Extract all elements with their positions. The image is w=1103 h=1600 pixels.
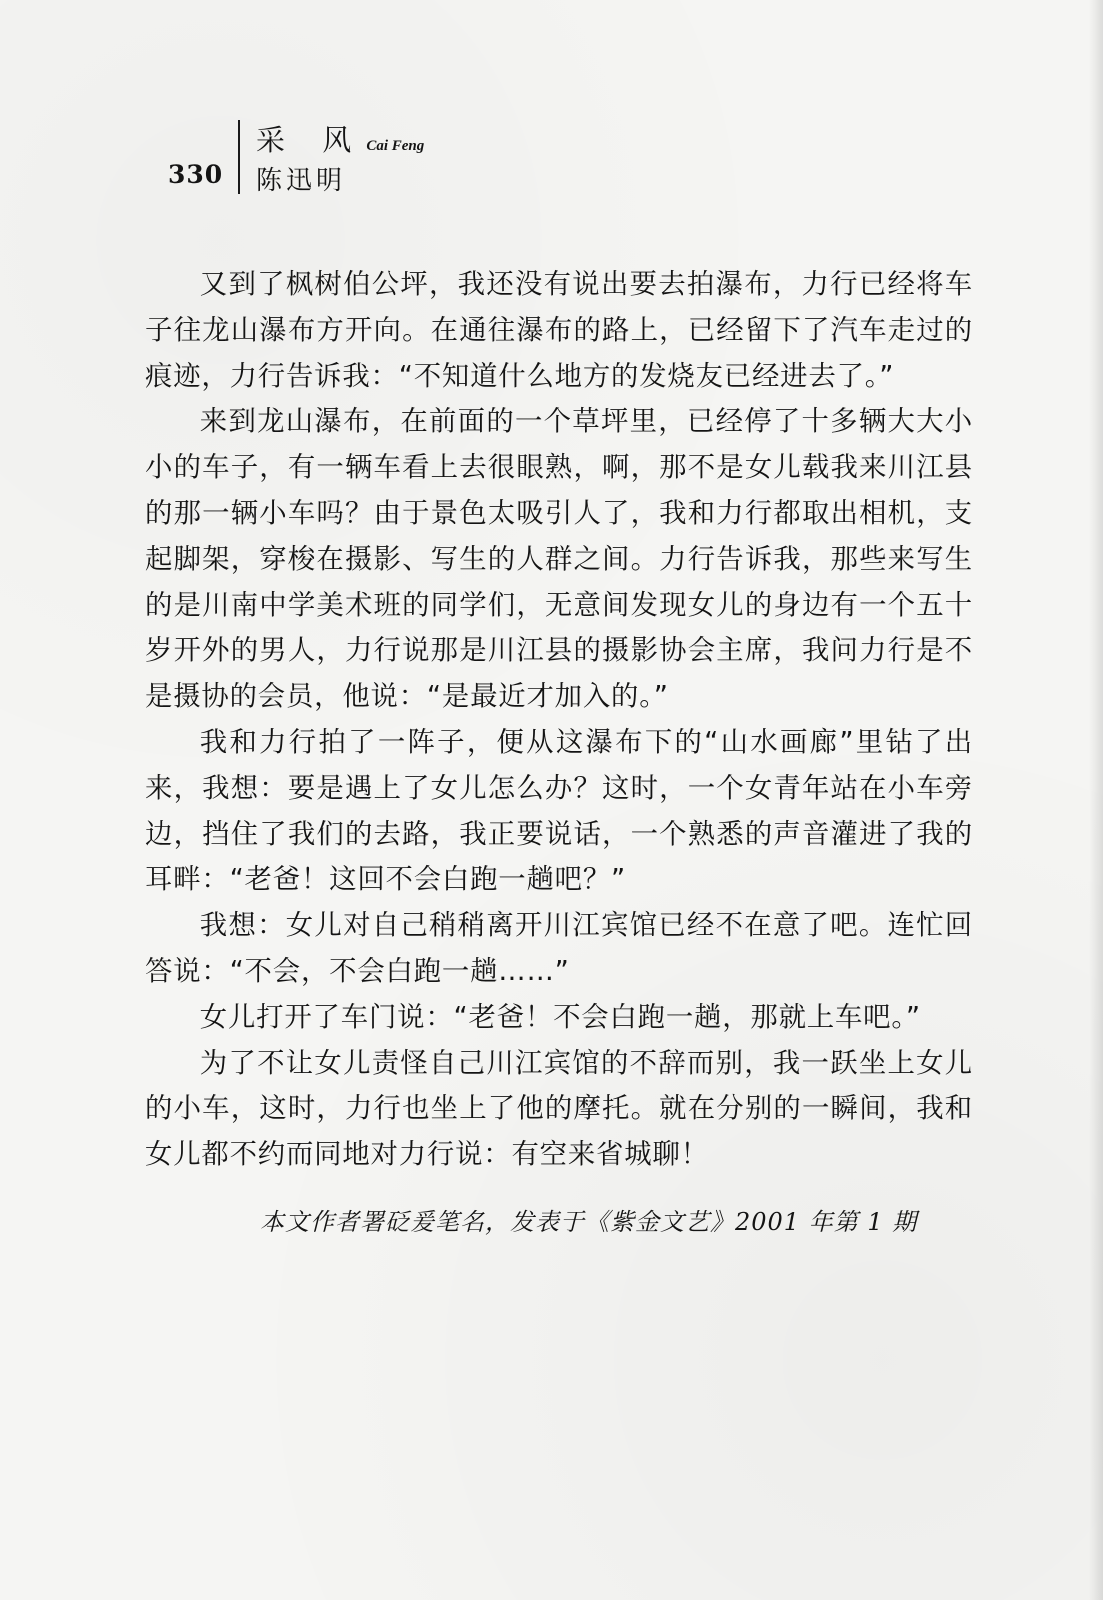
paragraph: 我和力行拍了一阵子，便从这瀑布下的“山水画廊”里钻了出来，我想：要是遇上了女儿怎么办？这时，一个女青年站在小车旁边，挡住了我们的去路，我正要说话，一个熟悉的声音灌进了我的耳畔：“老爸！这回不会白跑一趟吧？” — [145, 726, 973, 896]
author-name: 陈迅明 — [256, 166, 347, 196]
section-title-pinyin: Cai Feng — [366, 138, 425, 154]
page-edge-shadow — [1089, 0, 1103, 1600]
page-number: 330 — [168, 160, 224, 189]
section-title: 采 风 — [256, 123, 366, 157]
paragraph: 我想：女儿对自己稍稍离开川江宾馆已经不在意了吧。连忙回答说：“不会，不会白跑一趟……” — [145, 910, 973, 987]
paragraph: 又到了枫树伯公坪，我还没有说出要去拍瀑布，力行已经将车子往龙山瀑布方开向。在通往瀑布的路上，已经留下了汽车走过的痕迹，力行告诉我：“不知道什么地方的发烧友已经进去了。” — [145, 269, 973, 392]
page-header — [168, 118, 488, 198]
article-body — [145, 262, 973, 1178]
publication-note: 本文作者署砭爰笔名，发表于《紫金文艺》2001 年第 1 期 — [260, 1208, 918, 1236]
paragraph: 为了不让女儿责怪自己川江宾馆的不辞而别，我一跃坐上女儿的小车，这时，力行也坐上了他的摩托。就在分别的一瞬间，我和女儿都不约而同地对力行说：有空来省城聊！ — [145, 1047, 973, 1171]
section-heading — [256, 118, 424, 159]
paragraph: 女儿打开了车门说：“老爸！不会白跑一趟，那就上车吧。” — [199, 1001, 921, 1033]
paragraph: 来到龙山瀑布，在前面的一个草坪里，已经停了十多辆大大小小的车子，有一辆车看上去很眼熟，啊，那不是女儿载我来川江县的那一辆小车吗？由于景色太吸引人了，我和力行都取出相机，支起脚架，穿梭在摄影、写生的人群之间。力行告诉我，那些来写生的是川南中学美术班的同学们，无意间发现女儿的身边有一个五十岁开外的男人，力行说那是川江县的摄影协会主席，我问力行是不是摄协的会员，他说：“是最近才加入的。” — [145, 406, 973, 713]
header-divider — [238, 120, 240, 194]
